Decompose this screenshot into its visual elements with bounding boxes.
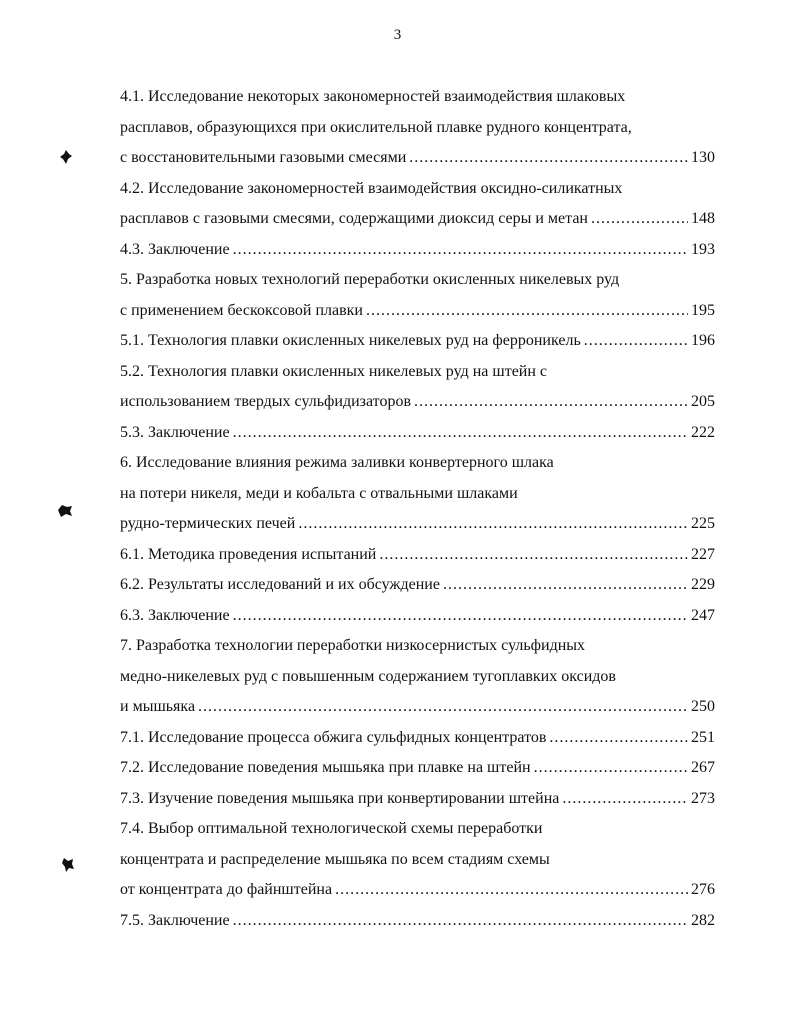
dot-leader — [366, 296, 688, 327]
toc-entry — [120, 326, 715, 357]
toc-entry-title: с восстановительными газовыми смесями — [120, 149, 407, 166]
toc-entry — [120, 814, 715, 906]
toc-entry-title: 4.3. Заключение — [120, 240, 230, 258]
toc-entry-final-line — [120, 296, 715, 327]
toc-entry-final-line — [120, 570, 715, 601]
toc-entry-final-line — [120, 143, 715, 174]
toc-entry-page: 205 — [691, 393, 715, 410]
toc-entry-page: 267 — [691, 759, 715, 776]
toc-entry-line: 7.4. Выбор оптимальной технологической схемы переработки — [120, 820, 543, 837]
toc-entry-title: 5.1. Технология плавки окисленных никелевых руд на ферроникель — [120, 332, 581, 349]
toc-entry — [120, 418, 715, 449]
toc-entry-page: 251 — [691, 728, 715, 746]
dot-leader — [584, 326, 688, 357]
toc-entry — [120, 265, 715, 326]
toc-entry — [120, 540, 715, 571]
toc-entry-title: 7.5. Заключение — [120, 911, 230, 929]
toc-entry-line: 5.2. Технология плавки окисленных никелевых руд на штейн с — [120, 362, 548, 380]
toc-entry-page: 250 — [691, 698, 715, 715]
toc-entry-page: 229 — [691, 576, 715, 593]
toc-entry-title: 5.3. Заключение — [120, 423, 230, 441]
toc-entry-final-line — [120, 875, 715, 906]
toc-entry-page: 196 — [691, 332, 715, 349]
toc-entry-line: 4.1. Исследование некоторых закономерностей взаимодействия шлаковых — [120, 88, 626, 105]
dot-leader — [233, 235, 688, 266]
dot-leader — [233, 418, 688, 449]
dot-leader — [335, 875, 688, 906]
dot-leader — [233, 601, 688, 632]
toc-entry — [120, 235, 715, 266]
toc-entry-page: 282 — [691, 911, 715, 929]
toc-entry-page: 227 — [691, 545, 715, 563]
toc-entry-final-line — [120, 753, 715, 784]
toc-entry-line: 4.2. Исследование закономерностей взаимодействия оксидно-силикатных — [120, 179, 623, 197]
toc-entry — [120, 174, 715, 235]
table-of-contents — [120, 82, 715, 936]
dot-leader — [198, 692, 688, 723]
toc-entry-page: 130 — [691, 149, 715, 166]
toc-entry-line: концентрата и распределение мышьяка по всем стадиям схемы — [120, 850, 550, 868]
toc-entry-final-line — [120, 601, 715, 632]
dot-leader — [549, 723, 688, 754]
margin-mark-3 — [62, 858, 74, 872]
toc-entry-final-line — [120, 509, 715, 540]
toc-entry-title: 6.1. Методика проведения испытаний — [120, 545, 377, 563]
toc-entry-page: 273 — [691, 789, 715, 807]
toc-entry-line: 7. Разработка технологии переработки низкосернистых сульфидных — [120, 637, 586, 654]
toc-entry-page: 222 — [691, 423, 715, 441]
toc-entry-final-line — [120, 784, 715, 815]
toc-entry-title: от концентрата до файнштейна — [120, 881, 333, 898]
dot-leader — [414, 387, 688, 418]
margin-mark-2 — [58, 505, 72, 517]
toc-entry — [120, 601, 715, 632]
toc-entry-page: 148 — [691, 210, 715, 227]
toc-entry-line: 5. Разработка новых технологий переработки окисленных никелевых руд — [120, 271, 620, 288]
toc-entry — [120, 570, 715, 601]
toc-entry-page: 195 — [691, 301, 715, 319]
toc-entry-title: 7.1. Исследование процесса обжига сульфидных концентратов — [120, 728, 547, 746]
toc-entry-title: с применением бескоксовой плавки — [120, 301, 363, 319]
toc-entry-title: 7.3. Изучение поведения мышьяка при конвертировании штейна — [120, 789, 560, 807]
toc-entry — [120, 723, 715, 754]
dot-leader — [409, 143, 688, 174]
toc-entry-title: 6.3. Заключение — [120, 606, 230, 624]
dot-leader — [233, 906, 688, 937]
toc-entry — [120, 357, 715, 418]
toc-entry-title: использованием твердых сульфидизаторов — [120, 393, 411, 410]
toc-entry-final-line — [120, 387, 715, 418]
toc-entry — [120, 753, 715, 784]
toc-entry-final-line — [120, 906, 715, 937]
toc-entry — [120, 448, 715, 540]
dot-leader — [562, 784, 688, 815]
toc-entry-title: расплавов с газовыми смесями, содержащими диоксид серы и метан — [120, 210, 588, 227]
toc-entry-final-line — [120, 235, 715, 266]
dot-leader — [591, 204, 688, 235]
dot-leader — [379, 540, 688, 571]
toc-entry-title: рудно-термических печей — [120, 515, 296, 532]
dot-leader — [534, 753, 688, 784]
toc-entry-final-line — [120, 204, 715, 235]
toc-entry-final-line — [120, 723, 715, 754]
toc-entry-title: 6.2. Результаты исследований и их обсуждение — [120, 576, 440, 593]
toc-entry — [120, 906, 715, 937]
page-number: 3 — [393, 27, 402, 43]
toc-entry-page: 193 — [691, 240, 715, 258]
toc-entry-title: и мышьяка — [120, 698, 196, 715]
toc-entry-page: 247 — [691, 606, 715, 624]
toc-entry — [120, 631, 715, 723]
toc-entry-final-line — [120, 326, 715, 357]
dot-leader — [443, 570, 688, 601]
toc-entry-line: на потери никеля, меди и кобальта с отвальными шлаками — [120, 484, 518, 502]
toc-entry-page: 225 — [691, 515, 715, 532]
toc-entry-page: 276 — [691, 881, 715, 898]
toc-entry-line: расплавов, образующихся при окислительной плавке рудного концентрата, — [120, 118, 632, 136]
toc-entry — [120, 82, 715, 174]
toc-entry-final-line — [120, 692, 715, 723]
toc-entry-line: медно-никелевых руд с повышенным содержанием тугоплавких оксидов — [120, 667, 616, 685]
toc-entry-final-line — [120, 418, 715, 449]
toc-entry-line: 6. Исследование влияния режима заливки конвертерного шлака — [120, 454, 554, 471]
toc-entry-title: 7.2. Исследование поведения мышьяка при плавке на штейн — [120, 759, 531, 776]
toc-entry-final-line — [120, 540, 715, 571]
margin-mark-1 — [60, 150, 72, 164]
dot-leader — [298, 509, 688, 540]
toc-entry — [120, 784, 715, 815]
